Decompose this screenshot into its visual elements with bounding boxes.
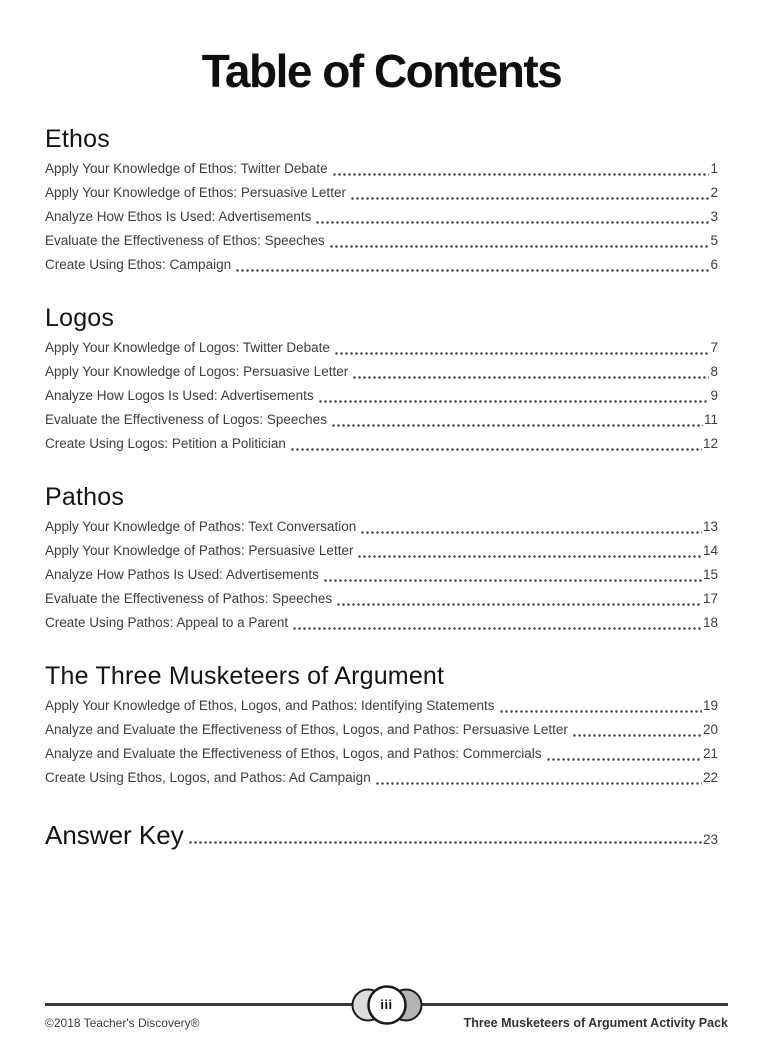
toc-entry-row <box>45 205 718 229</box>
section-heading: Logos <box>45 304 115 332</box>
leader-dots <box>290 448 702 451</box>
entry-label: Apply Your Knowledge of Pathos: Persuasive Letter <box>45 543 354 558</box>
entry-label: Apply Your Knowledge of Ethos, Logos, and Pathos: Identifying Statements <box>45 698 495 713</box>
toc-entry-row <box>45 360 718 384</box>
entry-label: Apply Your Knowledge of Logos: Persuasive Letter <box>45 364 349 379</box>
toc-entry-row <box>45 587 718 611</box>
toc-entry-row <box>45 563 718 587</box>
entry-page-number: 15 <box>702 567 718 582</box>
entry-label: Apply Your Knowledge of Ethos: Twitter Debate <box>45 161 328 176</box>
entry-page-number: 9 <box>710 388 718 403</box>
entry-page-number: 13 <box>702 519 718 534</box>
toc-section <box>45 124 718 277</box>
leader-dots <box>329 245 710 248</box>
entry-label: Evaluate the Effectiveness of Logos: Speeches <box>45 412 327 427</box>
toc-entry-row <box>45 515 718 539</box>
leader-dots <box>334 352 710 355</box>
entry-page-number: 17 <box>702 591 718 606</box>
entry-page-number: 2 <box>710 185 718 200</box>
toc-entry-row <box>45 694 718 718</box>
toc-entry-row <box>45 718 718 742</box>
toc-entry-row <box>45 742 718 766</box>
entry-page-number: 20 <box>702 722 718 737</box>
section-entries <box>45 336 718 456</box>
toc-section <box>45 482 718 635</box>
leader-dots <box>235 269 709 272</box>
entry-label: Analyze and Evaluate the Effectiveness of Ethos, Logos, and Pathos: Persuasive Letter <box>45 722 568 737</box>
toc-section <box>45 303 718 456</box>
toc-sections <box>45 124 718 790</box>
leader-dots <box>323 579 702 582</box>
entry-page-number: 12 <box>702 436 718 451</box>
entry-page-number: 11 <box>703 412 718 427</box>
entry-label: Evaluate the Effectiveness of Ethos: Speeches <box>45 233 325 248</box>
leader-dots <box>572 734 702 737</box>
section-entries <box>45 157 718 277</box>
entry-page-number: 18 <box>702 615 718 630</box>
section-heading: Pathos <box>45 483 125 511</box>
leader-dots <box>350 197 710 200</box>
leader-dots <box>331 424 703 427</box>
entry-label: Evaluate the Effectiveness of Pathos: Speeches <box>45 591 333 606</box>
toc-page <box>0 44 773 851</box>
entry-page-number: 5 <box>710 233 718 248</box>
toc-entry-row <box>45 766 718 790</box>
entry-page-number: 19 <box>702 698 718 713</box>
entry-label: Analyze How Ethos Is Used: Advertisements <box>45 209 312 224</box>
entry-label: Create Using Logos: Petition a Politician <box>45 436 286 451</box>
leader-dots <box>292 627 702 630</box>
toc-entry-row <box>45 611 718 635</box>
toc-entry-row <box>45 229 718 253</box>
leader-dots <box>357 555 702 558</box>
folio-page-number: iii <box>380 997 393 1012</box>
entry-label: Apply Your Knowledge of Ethos: Persuasive Letter <box>45 185 346 200</box>
booklet-title: Three Musketeers of Argument Activity Pack <box>463 1016 728 1030</box>
section-entries <box>45 694 718 790</box>
entry-page-number: 21 <box>702 746 718 761</box>
entry-label: Apply Your Knowledge of Logos: Twitter Debate <box>45 340 330 355</box>
toc-entry-row <box>45 157 718 181</box>
entry-label: Analyze How Logos Is Used: Advertisements <box>45 388 314 403</box>
leader-dots <box>315 221 709 224</box>
section-heading: Ethos <box>45 125 110 153</box>
entry-page-number: 22 <box>702 770 718 785</box>
leader-dots <box>318 400 710 403</box>
toc-entry-row <box>45 408 718 432</box>
toc-entry-row <box>45 181 718 205</box>
entry-label: Create Using Ethos: Campaign <box>45 257 232 272</box>
answer-key-row <box>45 820 718 851</box>
copyright-text: ©2018 Teacher's Discovery® <box>45 1016 200 1030</box>
leader-dots <box>375 782 702 785</box>
leader-dots <box>360 531 702 534</box>
toc-section <box>45 661 718 790</box>
page-number-emblem <box>339 983 435 1027</box>
entry-label: Analyze How Pathos Is Used: Advertisements <box>45 567 319 582</box>
section-heading: The Three Musketeers of Argument <box>45 662 445 690</box>
entry-label: Apply Your Knowledge of Pathos: Text Conversation <box>45 519 357 534</box>
entry-label: Create Using Ethos, Logos, and Pathos: Ad Campaign <box>45 770 371 785</box>
entry-page-number: 3 <box>710 209 718 224</box>
leader-dots <box>352 376 709 379</box>
entry-label: Create Using Pathos: Appeal to a Parent <box>45 615 289 630</box>
leader-dots <box>332 173 710 176</box>
answer-key-label: Answer Key <box>45 820 184 850</box>
leader-dots <box>546 758 702 761</box>
leader-dots <box>188 841 702 844</box>
entry-page-number: 1 <box>710 161 718 176</box>
leader-dots <box>336 603 702 606</box>
toc-entry-row <box>45 384 718 408</box>
entry-label: Analyze and Evaluate the Effectiveness of Ethos, Logos, and Pathos: Commercials <box>45 746 542 761</box>
entry-page-number: 7 <box>710 340 718 355</box>
page-title: Table of Contents <box>201 45 562 97</box>
toc-entry-row <box>45 539 718 563</box>
answer-key-page-number: 23 <box>702 832 718 847</box>
toc-entry-row <box>45 432 718 456</box>
toc-entry-row <box>45 336 718 360</box>
entry-page-number: 6 <box>710 257 718 272</box>
section-entries <box>45 515 718 635</box>
leader-dots <box>499 710 702 713</box>
entry-page-number: 14 <box>702 543 718 558</box>
toc-entry-row <box>45 253 718 277</box>
page-footer <box>45 986 728 1036</box>
entry-page-number: 8 <box>710 364 718 379</box>
